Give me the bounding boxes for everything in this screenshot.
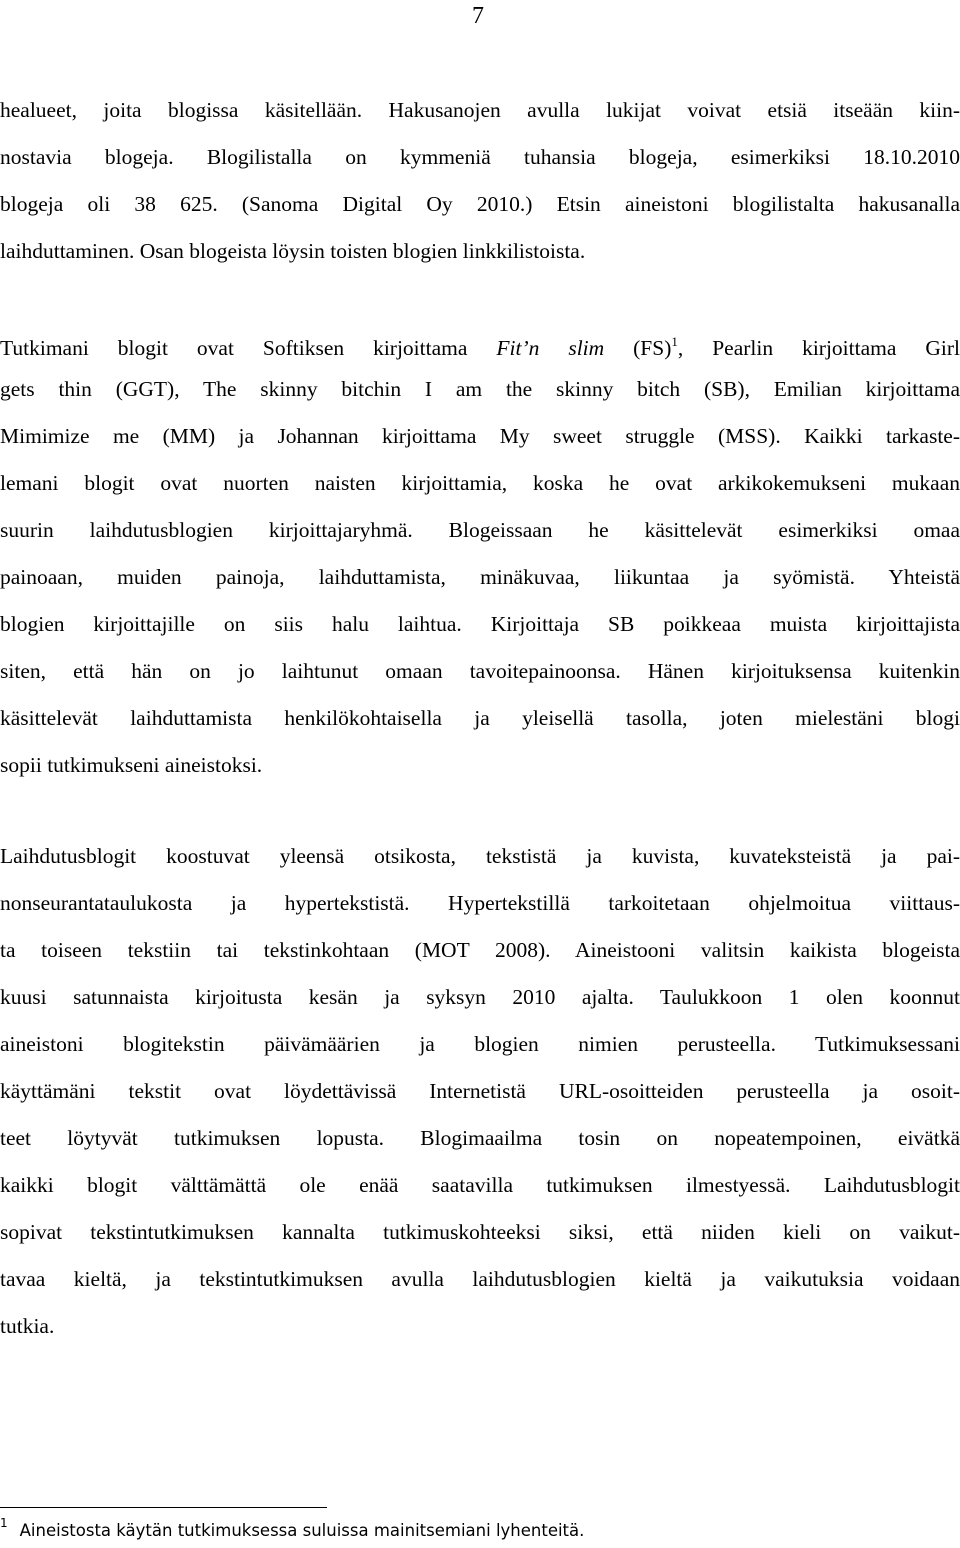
text-line: blogeja oli 38 625. (Sanoma Digital Oy 2010.) Etsin aineistoni blogilistalta hakusanalla xyxy=(0,192,960,216)
text-line: Mimimize me (MM) ja Johannan kirjoittama My sweet struggle (MSS). Kaikki tarkaste- xyxy=(0,424,960,448)
text-line: sopii tutkimukseni aineistoksi. xyxy=(0,753,263,777)
footnote xyxy=(0,1518,584,1545)
footnote-separator xyxy=(0,1507,327,1508)
text-line: käsittelevät laihduttamista henkilökohtaisella ja yleisellä tasolla, joten mielestäni blogi xyxy=(0,706,960,730)
text-line: kaikki blogit välttämättä ole enää saatavilla tutkimuksen ilmestyessä. Laihdutusblogit xyxy=(0,1173,960,1197)
footnote-text: Aineistosta käytän tutkimuksessa suluissa mainitsemiani lyhenteitä. xyxy=(19,1521,585,1540)
text-line: ta toiseen tekstiin tai tekstinkohtaan (MOT 2008). Aineistooni valitsin kaikista blogeista xyxy=(0,938,960,962)
text-line: käyttämäni tekstit ovat löydettävissä Internetistä URL-osoitteiden perusteella ja osoit- xyxy=(0,1079,960,1103)
text-line: sopivat tekstintutkimuksen kannalta tutkimuskohteeksi siksi, että niiden kieli on vaikut- xyxy=(0,1220,960,1244)
text-line: siten, että hän on jo laihtunut omaan tavoitepainoonsa. Hänen kirjoituksensa kuitenkin xyxy=(0,659,960,683)
text-run: Tutkimani blogit ovat Softiksen kirjoittama xyxy=(0,336,497,360)
text-line: tutkia. xyxy=(0,1314,55,1338)
text-run: (FS) xyxy=(604,336,672,360)
text-line: suurin laihdutusblogien kirjoittajaryhmä. Blogeissaan he käsittelevät esimerkiksi omaa xyxy=(0,518,960,542)
text-line: gets thin (GGT), The skinny bitchin I am the skinny bitch (SB), Emilian kirjoittama xyxy=(0,377,960,401)
text-line: painoaan, muiden painoja, laihduttamista, minäkuvaa, liikuntaa ja syömistä. Yhteistä xyxy=(0,565,960,589)
text-line: healueet, joita blogissa käsitellään. Hakusanojen avulla lukijat voivat etsiä itseään kiin- xyxy=(0,98,960,122)
text-line: tavaa kieltä, ja tekstintutkimuksen avulla laihdutusblogien kieltä ja vaikutuksia voidaan xyxy=(0,1267,960,1291)
page-number: 7 xyxy=(472,3,484,29)
text-line: laihduttaminen. Osan blogeista löysin toisten blogien linkkilistoista. xyxy=(0,239,586,263)
blog-title-italic: Fit’n slim xyxy=(496,336,605,360)
text-line: nonseurantataulukosta ja hypertekstistä. Hypertekstillä tarkoitetaan ohjelmoitua viittaus- xyxy=(0,891,960,915)
footnote-reference: 1 xyxy=(671,334,678,349)
text-line: nostavia blogeja. Blogilistalla on kymmeniä tuhansia blogeja, esimerkiksi 18.10.2010 xyxy=(0,145,960,169)
text-line: Laihdutusblogit koostuvat yleensä otsikosta, tekstistä ja kuvista, kuvateksteistä ja pai- xyxy=(0,844,960,868)
text-line: blogien kirjoittajille on siis halu laihtua. Kirjoittaja SB poikkeaa muista kirjoittajista xyxy=(0,612,960,636)
text-line: lemani blogit ovat nuorten naisten kirjoittamia, koska he ovat arkikokemukseni mukaan xyxy=(0,471,960,495)
text-line: teet löytyvät tutkimuksen lopusta. Blogimaailma tosin on nopeatempoinen, eivätkä xyxy=(0,1126,960,1150)
text-line: aineistoni blogitekstin päivämäärien ja blogien nimien perusteella. Tutkimuksessani xyxy=(0,1032,960,1056)
footnote-mark: 1 xyxy=(0,1516,8,1530)
text-line: kuusi satunnaista kirjoitusta kesän ja syksyn 2010 ajalta. Taulukkoon 1 olen koonnut xyxy=(0,985,960,1009)
text-run: , Pearlin kirjoittama Girl xyxy=(677,336,960,360)
text-line-with-footnote-ref xyxy=(0,327,960,363)
